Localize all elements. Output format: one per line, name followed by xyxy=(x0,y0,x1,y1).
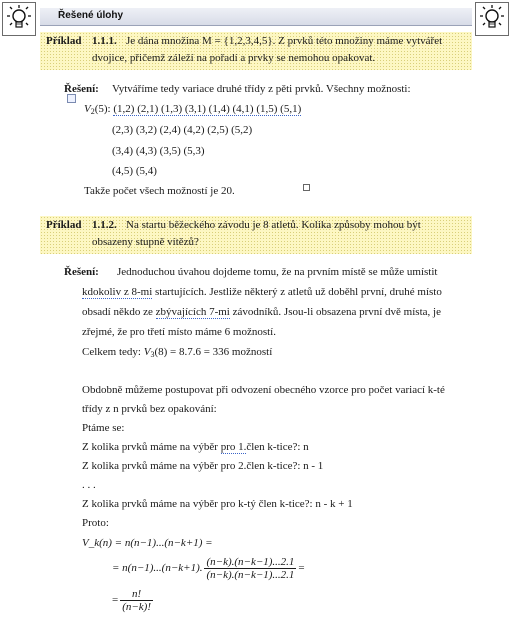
equals-sign: = xyxy=(298,562,305,575)
equals-sign: = xyxy=(112,594,119,607)
paragraph-line xyxy=(82,286,442,298)
conclusion-text: Takže počet všech možností je 20. xyxy=(84,185,235,197)
pairs-row: (2,3) (3,2) (2,4) (4,2) (2,5) (5,2) xyxy=(112,124,253,136)
v-symbol: V xyxy=(143,346,151,358)
text-run: Z kolika prvků máme na výběr xyxy=(82,441,221,453)
paragraph-line xyxy=(82,306,441,318)
task-line: Na startu běžeckého závodu je 8 atletů. Kolika způsoby mohou být xyxy=(126,219,421,231)
lightbulb-icon xyxy=(475,2,509,36)
paragraph-line: Obdobně můžeme postupovat při odvození obecného vzorce pro počet variací k-té xyxy=(82,384,445,396)
paragraph-line: Ptáme se: xyxy=(82,422,125,434)
v-subscript: 2 xyxy=(90,107,95,116)
pairs-row: (3,4) (4,3) (3,5) (5,3) xyxy=(112,145,205,157)
ellipsis-line: . . . xyxy=(82,479,96,491)
fraction-numerator: n! xyxy=(120,588,153,601)
formula-part: = n(n−1)...(n−k+1). xyxy=(112,562,203,575)
underlined-phrase: zbývajících 7-mi xyxy=(155,306,230,318)
v-subscript: 3 xyxy=(150,350,155,359)
v-symbol: V xyxy=(84,103,91,115)
example-number: 1.1.1. xyxy=(92,35,117,47)
variation-formula xyxy=(84,103,301,116)
fraction xyxy=(204,556,296,581)
text-run: startujících. Jestliže některý z atletů už doběhl první, druhé místo xyxy=(152,286,442,298)
fraction-denominator: (n−k)! xyxy=(122,601,152,613)
lightbulb-icon xyxy=(2,2,36,36)
text-run: závodníků. Jsou-li obsazena první dvě místa, je xyxy=(229,306,441,318)
example-label: Příklad xyxy=(46,219,82,231)
solution-text: Vytváříme tedy variace druhé třídy z pěti prvků. Všechny možnosti: xyxy=(112,83,411,95)
text-run: Celkem tedy: xyxy=(82,346,144,358)
paragraph-line: Proto: xyxy=(82,517,109,529)
move-handle-icon[interactable] xyxy=(67,94,76,103)
task-line: dvojice, přičemž záleží na pořadí a prvky se nemohou opakovat. xyxy=(92,52,376,64)
fraction xyxy=(120,588,153,613)
paragraph-line: Jednoduchou úvahou dojdeme tomu, že na prvním místě se může umístit xyxy=(117,266,438,278)
solution-label: Řešení: xyxy=(64,266,99,278)
example-task-band xyxy=(40,216,472,254)
underlined-phrase: pro 1. xyxy=(220,441,247,453)
v-argument: (5): xyxy=(94,103,114,115)
paragraph-line: třídy z n prvků bez opakování: xyxy=(82,403,217,415)
pairs-row: (4,5) (5,4) xyxy=(112,165,157,177)
text-run: obsadí někdo ze xyxy=(82,306,156,318)
text-run: (8) = 8.7.6 = 336 možností xyxy=(154,346,273,358)
paragraph-line: zřejmé, že pro třetí místo máme 6 možností. xyxy=(82,326,276,338)
question-line: Z kolika prvků máme na výběr pro k-tý člen k-tice?: n - k + 1 xyxy=(82,498,353,510)
example-label: Příklad xyxy=(46,35,82,47)
section-header xyxy=(40,8,472,26)
example-number: 1.1.2. xyxy=(92,219,117,231)
task-line: Je dána množina M = {1,2,3,4,5}. Z prvků této množiny máme vytvářet xyxy=(126,35,443,47)
formula-line xyxy=(112,556,305,581)
example-task-band xyxy=(40,32,472,70)
underlined-phrase: kdokoliv z 8-mi xyxy=(82,286,153,298)
pairs-row: (1,2) (2,1) (1,3) (3,1) (1,4) (4,1) (1,5) (5,1) xyxy=(113,103,302,115)
solution-label: Řešení: xyxy=(64,83,99,95)
text-run: člen k-tice?: n xyxy=(246,441,309,453)
question-line: Z kolika prvků máme na výběr pro 2.člen k-tice?: n - 1 xyxy=(82,460,324,472)
formula-line: V_k(n) = n(n−1)...(n−k+1) = xyxy=(82,537,213,549)
question-line xyxy=(82,441,309,453)
formula-line xyxy=(112,588,155,613)
section-title: Řešené úlohy xyxy=(58,10,124,21)
fraction-numerator: (n−k).(n−k−1)...2.1 xyxy=(206,556,295,568)
object-handle[interactable] xyxy=(303,184,310,191)
total-line xyxy=(82,346,272,359)
fraction-denominator: (n−k).(n−k−1)...2.1 xyxy=(206,569,295,581)
task-line: obsazeny stupně vítězů? xyxy=(92,236,199,248)
